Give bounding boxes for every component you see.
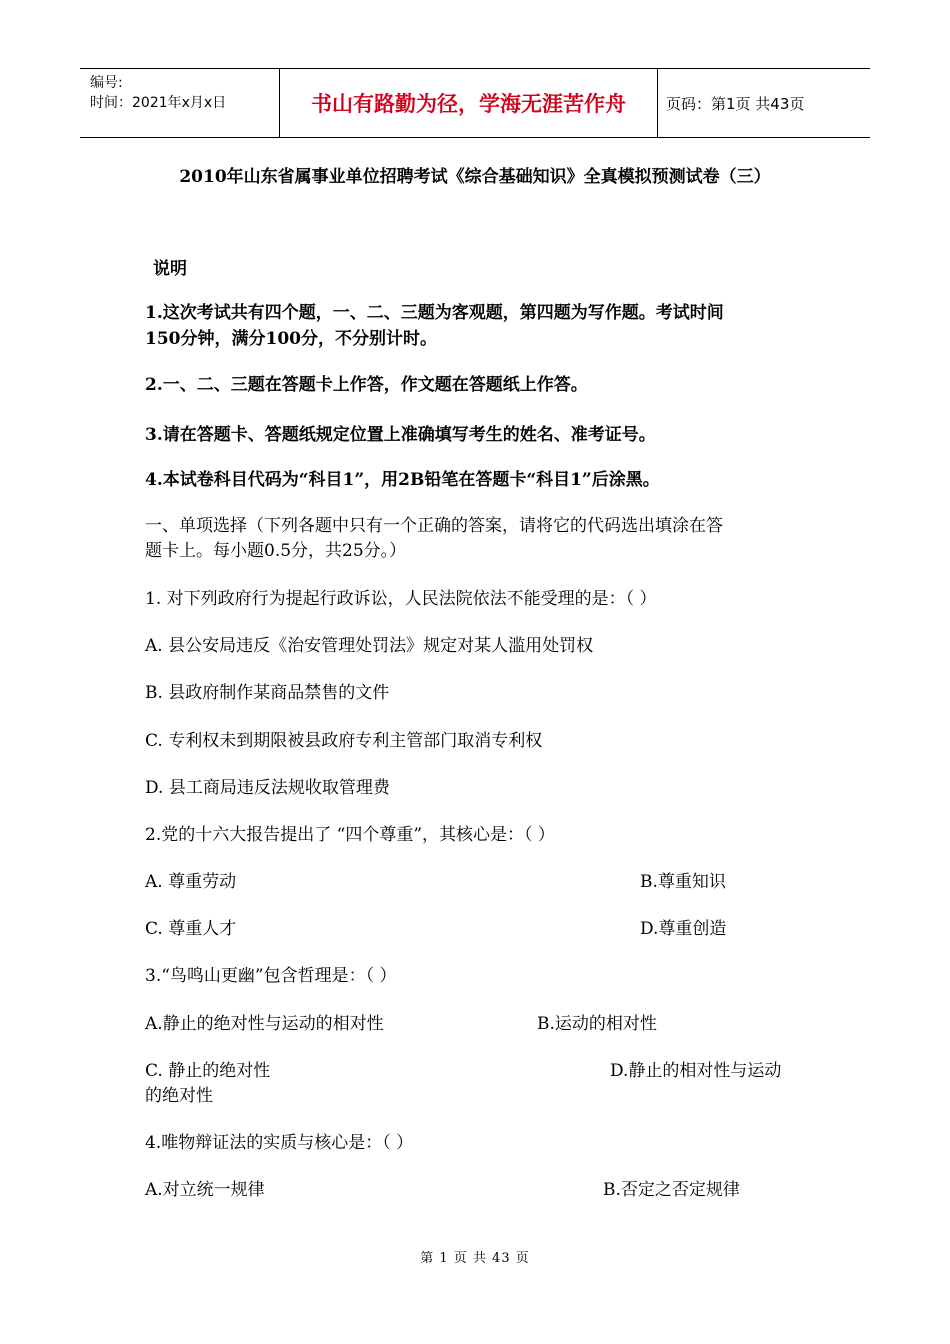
instruction-item: 150分钟，满分100分，不分别计时。	[145, 329, 437, 349]
option-c: C. 尊重人才	[145, 919, 237, 939]
section-heading: 一、单项选择（下列各题中只有一个正确的答案，请将它的代码选出填涂在答	[145, 516, 723, 536]
code-label: 编号:	[90, 75, 123, 91]
page-info: 页码：第1页 共43页	[666, 94, 805, 113]
date-label: 时间：2021年x月x日	[90, 95, 227, 111]
option-d: D.静止的相对性与运动	[610, 1061, 782, 1081]
option-b: B.尊重知识	[640, 872, 726, 892]
option-d: D. 县工商局违反法规收取管理费	[145, 778, 390, 798]
header-left-cell	[80, 69, 280, 137]
section-heading-cont: 题卡上。每小题0.5分，共25分。）	[145, 541, 407, 561]
option-c: C. 静止的绝对性	[145, 1061, 271, 1081]
instruction-item: 3.请在答题卡、答题纸规定位置上准确填写考生的姓名、准考证号。	[145, 425, 656, 445]
option-d-cont: 的绝对性	[145, 1086, 213, 1106]
option-a: A. 尊重劳动	[145, 872, 237, 892]
option-d: D.尊重创造	[640, 919, 727, 939]
question-stem: 2.党的十六大报告提出了 “四个尊重”，其核心是：（ ）	[145, 825, 555, 845]
option-a: A.对立统一规律	[145, 1180, 265, 1200]
page-footer: 第 1 页 共 43 页	[420, 1251, 530, 1266]
instruction-item: 1.这次考试共有四个题，一、二、三题为客观题，第四题为写作题。考试时间	[145, 303, 724, 323]
option-b: B.运动的相对性	[537, 1014, 657, 1034]
instruction-item: 4.本试卷科目代码为“科目1”，用2B铅笔在答题卡“科目1”后涂黑。	[145, 470, 660, 490]
instruction-item: 2.一、二、三题在答题卡上作答，作文题在答题纸上作答。	[145, 375, 588, 395]
question-stem: 1. 对下列政府行为提起行政诉讼，人民法院依法不能受理的是：（ ）	[145, 589, 657, 609]
option-b: B.否定之否定规律	[603, 1180, 740, 1200]
option-b: B. 县政府制作某商品禁售的文件	[145, 683, 390, 703]
option-a: A. 县公安局违反《治安管理处罚法》规定对某人滥用处罚权	[145, 636, 594, 656]
option-a: A.静止的绝对性与运动的相对性	[145, 1014, 384, 1034]
question-stem: 4.唯物辩证法的实质与核心是：（ ）	[145, 1133, 414, 1153]
header-table	[80, 68, 870, 138]
option-c: C. 专利权未到期限被县政府专利主管部门取消专利权	[145, 731, 543, 751]
instructions-heading: 说明	[153, 259, 187, 279]
document-title: 2010年山东省属事业单位招聘考试《综合基础知识》全真模拟预测试卷（三）	[179, 167, 771, 187]
question-stem: 3.“鸟鸣山更幽”包含哲理是：（ ）	[145, 966, 397, 986]
motto: 书山有路勤为径，学海无涯苦作舟	[280, 69, 658, 137]
